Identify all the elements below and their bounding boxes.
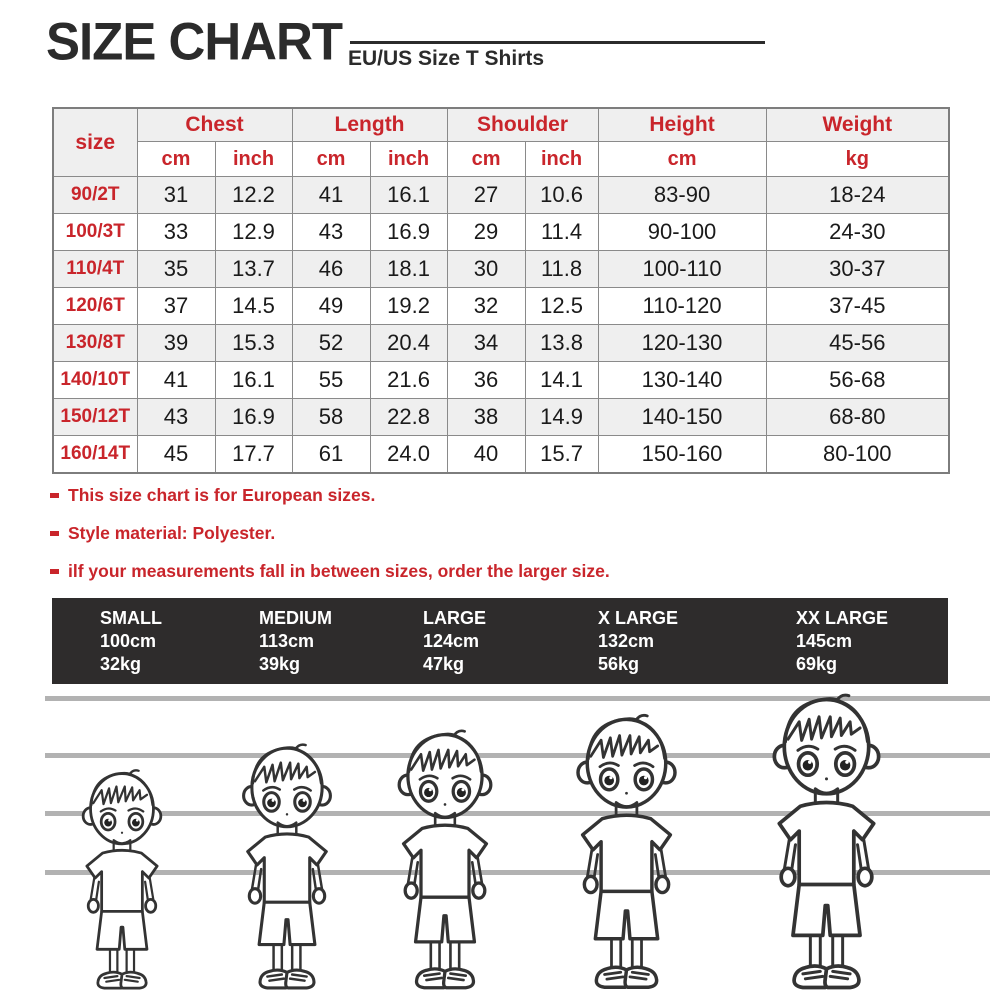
size-cell: 100/3T bbox=[53, 214, 137, 251]
size-column-header: size bbox=[53, 108, 137, 177]
shoulder-inch-cell: 12.5 bbox=[525, 288, 598, 325]
length-inch-cell: 24.0 bbox=[370, 436, 447, 474]
size-weight: 32kg bbox=[100, 654, 142, 674]
table-row bbox=[53, 177, 949, 214]
length-cm-cell: 55 bbox=[292, 362, 370, 399]
height-cm-cell: 90-100 bbox=[598, 214, 766, 251]
size-name: LARGE bbox=[423, 608, 486, 628]
boy-figure-large bbox=[385, 728, 505, 990]
chest-cm-cell: 43 bbox=[137, 399, 215, 436]
unit-chest-cm: cm bbox=[137, 142, 215, 177]
weight-kg-cell: 18-24 bbox=[766, 177, 949, 214]
size-height: 100cm bbox=[100, 631, 157, 651]
unit-chest-inch: inch bbox=[215, 142, 292, 177]
boy-figure-x-large bbox=[563, 712, 690, 990]
unit-height-cm: cm bbox=[598, 142, 766, 177]
chest-inch-cell: 14.5 bbox=[215, 288, 292, 325]
size-height: 145cm bbox=[796, 631, 853, 651]
chest-inch-cell: 12.9 bbox=[215, 214, 292, 251]
unit-shoulder-inch: inch bbox=[525, 142, 598, 177]
page-subtitle: EU/US Size T Shirts bbox=[348, 47, 545, 70]
table-row bbox=[53, 362, 949, 399]
unit-weight-kg: kg bbox=[766, 142, 949, 177]
table-row bbox=[53, 399, 949, 436]
chest-inch-cell: 13.7 bbox=[215, 251, 292, 288]
chest-cm-cell: 45 bbox=[137, 436, 215, 474]
shoulder-inch-cell: 11.8 bbox=[525, 251, 598, 288]
shoulder-cm-cell: 30 bbox=[447, 251, 525, 288]
note-text: This size chart is for European sizes. bbox=[68, 485, 376, 505]
size-bar-item-large bbox=[423, 607, 486, 676]
size-cell: 160/14T bbox=[53, 436, 137, 474]
note-item bbox=[50, 524, 610, 562]
length-inch-cell: 22.8 bbox=[370, 399, 447, 436]
length-cm-cell: 58 bbox=[292, 399, 370, 436]
height-cm-cell: 120-130 bbox=[598, 325, 766, 362]
note-bullet-icon bbox=[50, 493, 59, 498]
height-cm-cell: 150-160 bbox=[598, 436, 766, 474]
unit-length-cm: cm bbox=[292, 142, 370, 177]
unit-shoulder-cm: cm bbox=[447, 142, 525, 177]
shoulder-cm-cell: 40 bbox=[447, 436, 525, 474]
size-name: MEDIUM bbox=[259, 608, 332, 628]
shoulder-inch-cell: 10.6 bbox=[525, 177, 598, 214]
size-cell: 130/8T bbox=[53, 325, 137, 362]
size-height: 132cm bbox=[598, 631, 655, 651]
note-text: ilf your measurements fall in between sizes, order the larger size. bbox=[68, 561, 610, 581]
title-rule bbox=[350, 41, 765, 44]
size-bar-item-small bbox=[100, 607, 162, 676]
length-inch-cell: 18.1 bbox=[370, 251, 447, 288]
column-group-chest: Chest bbox=[137, 108, 292, 142]
boy-figure-medium bbox=[230, 742, 344, 990]
shoulder-cm-cell: 32 bbox=[447, 288, 525, 325]
height-cm-cell: 100-110 bbox=[598, 251, 766, 288]
height-cm-cell: 140-150 bbox=[598, 399, 766, 436]
column-group-weight: Weight bbox=[766, 108, 949, 142]
shoulder-cm-cell: 38 bbox=[447, 399, 525, 436]
length-cm-cell: 41 bbox=[292, 177, 370, 214]
weight-kg-cell: 37-45 bbox=[766, 288, 949, 325]
chest-cm-cell: 41 bbox=[137, 362, 215, 399]
size-table bbox=[52, 107, 950, 474]
column-group-length: Length bbox=[292, 108, 447, 142]
size-cell: 90/2T bbox=[53, 177, 137, 214]
size-summary-bar bbox=[52, 598, 948, 684]
unit-length-inch: inch bbox=[370, 142, 447, 177]
length-cm-cell: 61 bbox=[292, 436, 370, 474]
length-inch-cell: 20.4 bbox=[370, 325, 447, 362]
boy-figure-small bbox=[71, 768, 173, 990]
shoulder-cm-cell: 36 bbox=[447, 362, 525, 399]
size-name: X LARGE bbox=[598, 608, 679, 628]
size-bar-item-medium bbox=[259, 607, 332, 676]
size-weight: 39kg bbox=[259, 654, 301, 674]
shoulder-inch-cell: 13.8 bbox=[525, 325, 598, 362]
notes-list bbox=[50, 486, 610, 600]
note-item bbox=[50, 562, 610, 600]
size-cell: 120/6T bbox=[53, 288, 137, 325]
weight-kg-cell: 45-56 bbox=[766, 325, 949, 362]
size-bar-item-x-large bbox=[598, 607, 678, 676]
size-table-wrap bbox=[52, 107, 950, 474]
chest-cm-cell: 33 bbox=[137, 214, 215, 251]
size-weight: 47kg bbox=[423, 654, 465, 674]
chest-cm-cell: 37 bbox=[137, 288, 215, 325]
note-bullet-icon bbox=[50, 531, 59, 536]
chest-inch-cell: 16.9 bbox=[215, 399, 292, 436]
table-group-header-row bbox=[53, 108, 949, 142]
shoulder-inch-cell: 15.7 bbox=[525, 436, 598, 474]
column-group-shoulder: Shoulder bbox=[447, 108, 598, 142]
height-cm-cell: 130-140 bbox=[598, 362, 766, 399]
size-cell: 110/4T bbox=[53, 251, 137, 288]
length-inch-cell: 19.2 bbox=[370, 288, 447, 325]
chest-inch-cell: 15.3 bbox=[215, 325, 292, 362]
chest-inch-cell: 17.7 bbox=[215, 436, 292, 474]
boy-figure-xx-large bbox=[758, 692, 895, 990]
weight-kg-cell: 24-30 bbox=[766, 214, 949, 251]
table-row bbox=[53, 436, 949, 474]
size-name: SMALL bbox=[100, 608, 162, 628]
table-unit-header-row bbox=[53, 142, 949, 177]
table-row bbox=[53, 214, 949, 251]
note-item bbox=[50, 486, 610, 524]
table-row bbox=[53, 288, 949, 325]
length-inch-cell: 16.9 bbox=[370, 214, 447, 251]
note-text: Style material: Polyester. bbox=[68, 523, 276, 543]
chest-inch-cell: 12.2 bbox=[215, 177, 292, 214]
length-cm-cell: 43 bbox=[292, 214, 370, 251]
length-cm-cell: 46 bbox=[292, 251, 370, 288]
page-title: SIZE CHART bbox=[46, 11, 342, 72]
column-group-height: Height bbox=[598, 108, 766, 142]
length-inch-cell: 21.6 bbox=[370, 362, 447, 399]
length-inch-cell: 16.1 bbox=[370, 177, 447, 214]
weight-kg-cell: 56-68 bbox=[766, 362, 949, 399]
size-bar-item-xx-large bbox=[796, 607, 888, 676]
size-cell: 150/12T bbox=[53, 399, 137, 436]
shoulder-cm-cell: 27 bbox=[447, 177, 525, 214]
size-name: XX LARGE bbox=[796, 608, 889, 628]
shoulder-cm-cell: 29 bbox=[447, 214, 525, 251]
size-weight: 56kg bbox=[598, 654, 640, 674]
weight-kg-cell: 68-80 bbox=[766, 399, 949, 436]
size-height: 113cm bbox=[259, 631, 315, 651]
weight-kg-cell: 30-37 bbox=[766, 251, 949, 288]
length-cm-cell: 52 bbox=[292, 325, 370, 362]
shoulder-inch-cell: 14.1 bbox=[525, 362, 598, 399]
chest-cm-cell: 31 bbox=[137, 177, 215, 214]
length-cm-cell: 49 bbox=[292, 288, 370, 325]
size-height: 124cm bbox=[423, 631, 480, 651]
table-row bbox=[53, 325, 949, 362]
height-cm-cell: 110-120 bbox=[598, 288, 766, 325]
chest-inch-cell: 16.1 bbox=[215, 362, 292, 399]
size-cell: 140/10T bbox=[53, 362, 137, 399]
shoulder-inch-cell: 14.9 bbox=[525, 399, 598, 436]
chest-cm-cell: 39 bbox=[137, 325, 215, 362]
shoulder-inch-cell: 11.4 bbox=[525, 214, 598, 251]
shoulder-cm-cell: 34 bbox=[447, 325, 525, 362]
table-row bbox=[53, 251, 949, 288]
chest-cm-cell: 35 bbox=[137, 251, 215, 288]
size-weight: 69kg bbox=[796, 654, 838, 674]
height-cm-cell: 83-90 bbox=[598, 177, 766, 214]
weight-kg-cell: 80-100 bbox=[766, 436, 949, 474]
note-bullet-icon bbox=[50, 569, 59, 574]
